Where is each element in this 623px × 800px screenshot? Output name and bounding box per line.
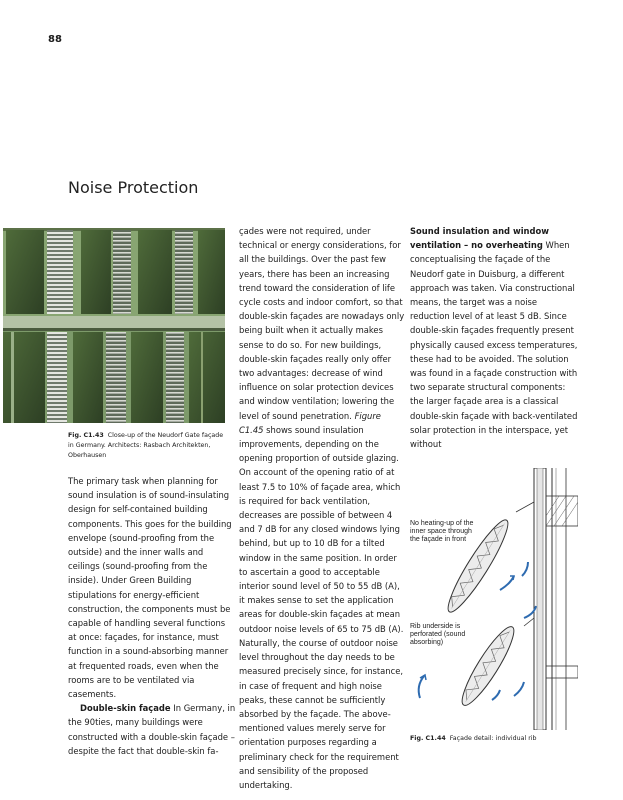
fig-c1-43-caption	[68, 431, 238, 461]
fig-c1-43-caption-line3: Oberhausen	[68, 452, 107, 459]
page-number: 88	[48, 34, 62, 45]
facade-rib-detail	[406, 468, 578, 730]
col1-paragraph-2-text: In Germany, in the 90ties, many buildings were constructed with a double-skin façade – despite the fact that double-skin fa-	[68, 703, 236, 756]
annotation-perforated-line3: absorbing)	[410, 639, 444, 646]
facade-photo	[3, 228, 225, 423]
fig-c1-44-caption-text: Façade detail: individual rib	[449, 735, 537, 742]
fig-c1-43-caption-line1: Close-up of the Neudorf Gate façade	[107, 432, 224, 439]
figure-c1-45-reference: Figure C1.45	[239, 410, 381, 435]
fig-c1-43-label: Fig. C1.43	[68, 432, 104, 439]
col1-paragraph-1: The primary task when planning for sound insulation is of sound-insulating design for self-contained building components. This goes for the building envelope (sound-proofing from the outside) and the inner walls and ceilings (sound-proofing from the inside). Under Green Building stipulations for energy-efficient construction, the components must be capable of handling several functions at once: façades, for instance, must function in a sound-absorbing manner at frequented roads, even when the rooms are to be ventilated via casements.	[68, 476, 232, 700]
section-title: Noise Protection	[68, 178, 199, 197]
fig-c1-44-drawing	[406, 468, 578, 730]
text-column-2	[239, 224, 407, 792]
col3-paragraph-1	[410, 224, 578, 451]
double-skin-runin: Double-skin façade	[80, 703, 171, 714]
fig-c1-44-label: Fig. C1.44	[410, 735, 446, 742]
fig-c1-43-caption-line2: in Germany. Architects: Rasbach Architekten,	[68, 442, 211, 449]
annotation-perforated-line1: Rib underside is	[410, 623, 461, 630]
annotation-no-heating-line1: No heating-up of the	[410, 520, 474, 527]
annotation-no-heating-line2: inner space through	[410, 528, 472, 535]
text-column-3	[410, 224, 578, 451]
col2-text-a: çades were not required, under technical or energy considerations, for all the buildings. Over the past few years, there has been an increasing trend toward the consideration of life cycle costs and indoor comfort, so that double-skin façades are nowadays only being built when it actually makes sense to do so. For new buildings, double-skin façades really only offer two advantages: decrease of wind influence on solar protection devices and window ventilation; lowering the level of sound penetration.	[239, 226, 405, 421]
col1-paragraph-2	[68, 701, 236, 758]
sound-insulation-runin: Sound insulation and window ventilation – no overheating	[410, 226, 550, 251]
annotation-no-heating-line3: the façade in front	[410, 536, 467, 543]
text-column-1	[68, 474, 236, 758]
col3-paragraph-1-text: When conceptualising the façade of the Neudorf gate in Duisburg, a different approach was taken. Via constructional means, the target was a noise reduction level of at least 5 dB. Since double-skin façades frequently present physically caused excess temperatures, these had to be avoided. The solution was found in a façade construction with two separate structural components: the larger façade area is a classical double-skin façade with back-ventilated solar protection in the interspace, yet without	[410, 240, 578, 450]
annotation-perforated-line2: perforated (sound	[410, 631, 466, 638]
fig-c1-44-caption	[410, 734, 590, 744]
facade-photo-image	[3, 228, 225, 423]
col2-paragraph-1	[239, 224, 407, 792]
col2-text-b: shows sound insulation improvements, depending on the opening proportion of outside glazing. On account of the opening ratio of at least 7.5 to 10% of façade area, which is required for back ventilation, decreases are possible of between 4 and 7 dB for any closed windows lying behind, but up to 10 dB for a tilted window in the same position. In order to ascertain a good to acceptable interior sound level of 50 to 55 dB (A), it makes sense to set the application areas for double-skin façades at mean outdoor noise levels of 65 to 75 dB (A). Naturally, the course of outdoor noise level throughout the day needs to be measured precisely since, for instance, in case of frequent and high noise peaks, these cannot be sufficiently absorbed by the façade. The above-mentioned values merely serve for orientation purposes regarding a preliminary check for the requirement and sensibility of the proposed undertaking.	[239, 424, 404, 790]
